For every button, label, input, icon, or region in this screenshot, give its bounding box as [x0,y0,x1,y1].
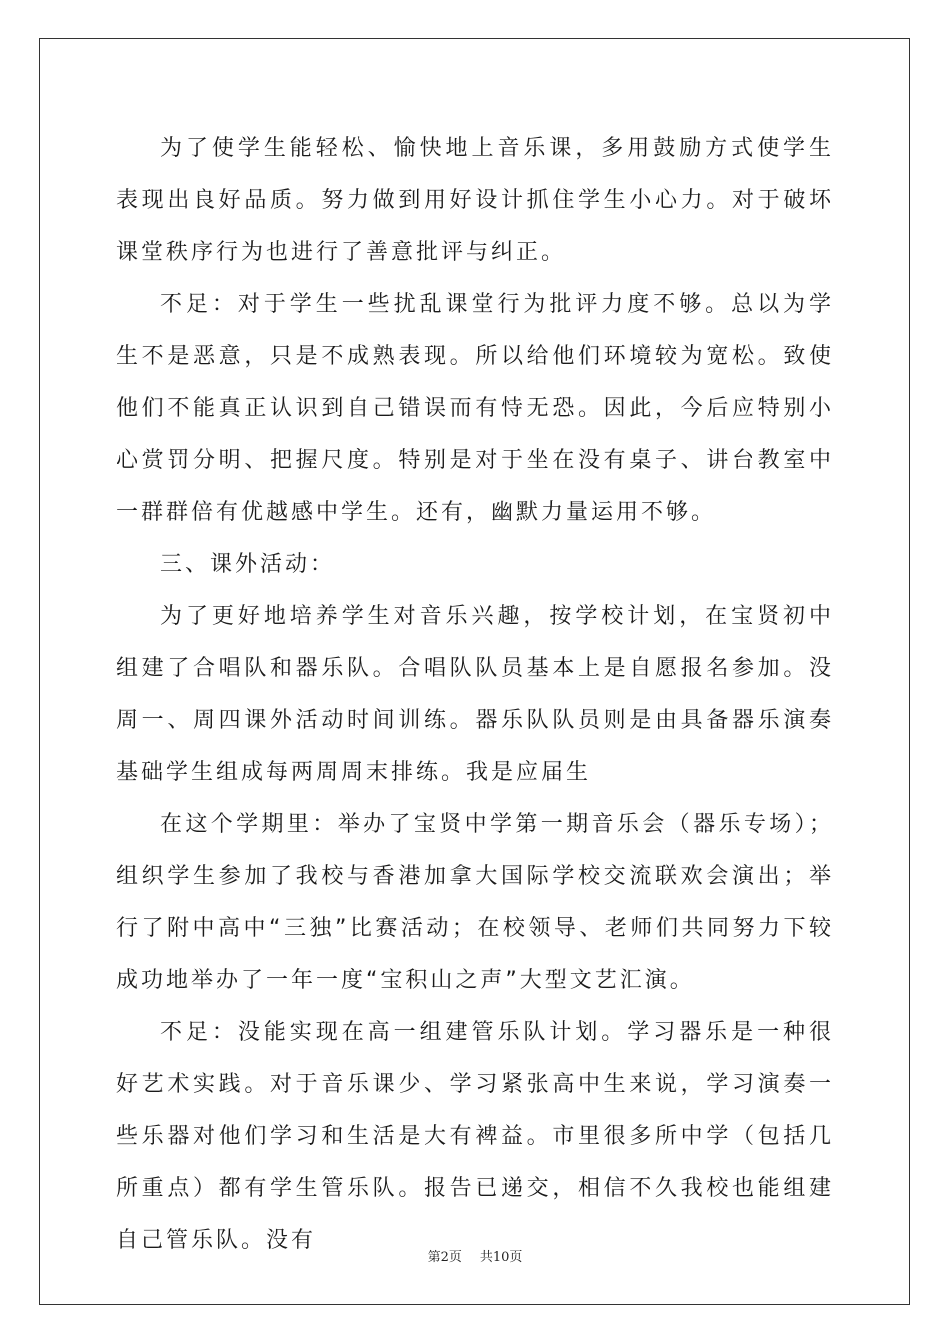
paragraph-2: 不足：对于学生一些扰乱课堂行为批评力度不够。总以为学生不是恶意，只是不成熟表现。所以给他们环境较为宽松。致使他们不能真正认识到自己错误而有恃无恐。因此，今后应特别小心赏罚分明、把握尺度。特别是对于坐在没有桌子、讲台教室中一群群倍有优越感中学生。还有，幽默力量运用不够。 [116,292,834,525]
document-body [116,123,834,1267]
page-footer [0,1246,950,1265]
paragraph-3: 三、课外活动： [160,552,336,577]
paragraph-5: 在这个学期里：举办了宝贤中学第一期音乐会（器乐专场）；组织学生参加了我校与香港加拿大国际学校交流联欢会演出；举行了附中高中“三独”比赛活动；在校领导、老师们共同努力下较成功地举办了一年一度“宝积山之声”大型文艺汇演。 [116,812,834,993]
paragraph-6: 不足：没能实现在高一组建管乐队计划。学习器乐是一种很好艺术实践。对于音乐课少、学习紧张高中生来说，学习演奏一些乐器对他们学习和生活是大有裨益。市里很多所中学（包括几所重点）都有学生管乐队。报告已递交，相信不久我校也能组建自己管乐队。没有 [116,1020,834,1253]
paragraph-1: 为了使学生能轻松、愉快地上音乐课，多用鼓励方式使学生表现出良好品质。努力做到用好设计抓住学生小心力。对于破坏课堂秩序行为也进行了善意批评与纠正。 [116,136,834,265]
page-number: 第2页 [427,1250,462,1265]
paragraph-4: 为了更好地培养学生对音乐兴趣，按学校计划，在宝贤初中组建了合唱队和器乐队。合唱队队员基本上是自愿报名参加。没周一、周四课外活动时间训练。器乐队队员则是由具备器乐演奏基础学生组成每两周周末排练。我是应届生 [116,604,834,785]
page-total: 共10页 [479,1250,523,1265]
